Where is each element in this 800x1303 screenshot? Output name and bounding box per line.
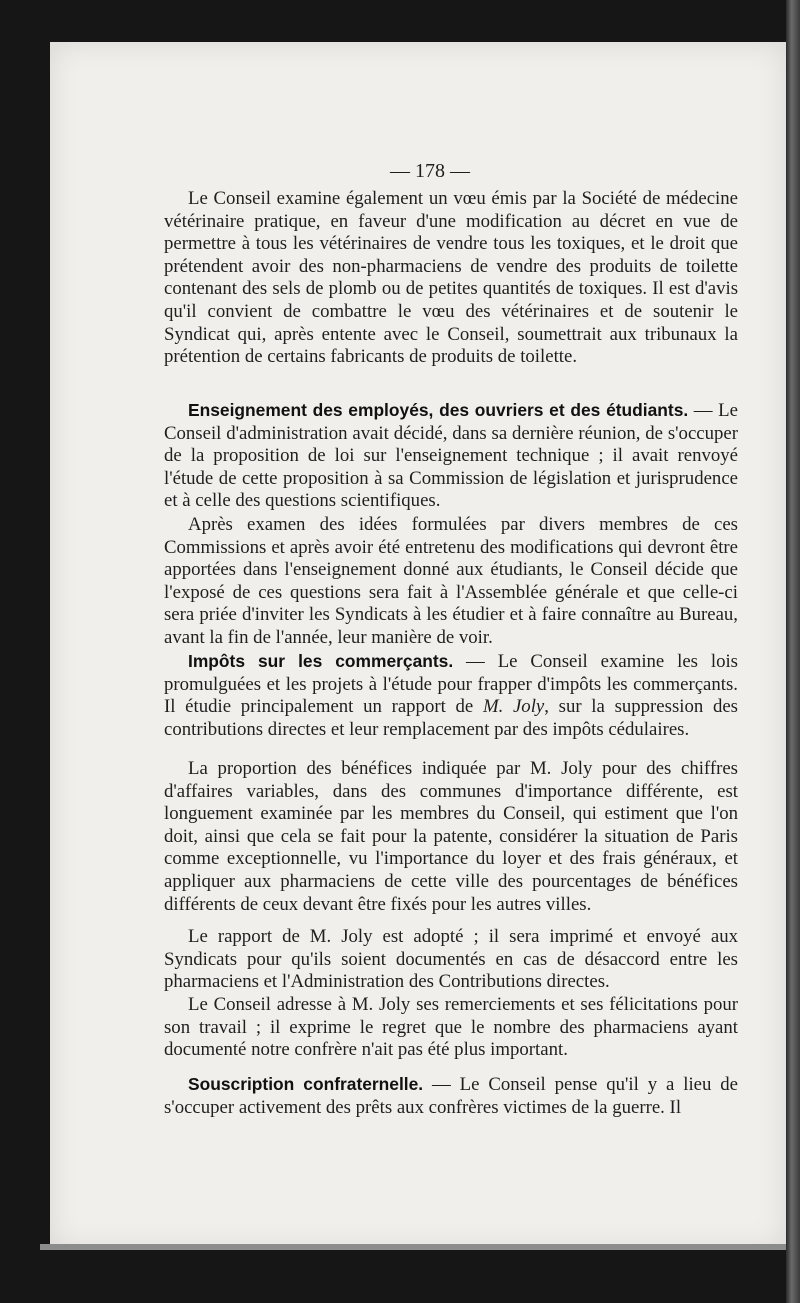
paragraph-text: — Le Conseil pense qu'il y a lieu de s'occuper activement des prêts aux confrères victimes de la guerre. Il [164,1074,739,1118]
paragraph-souscription [164,1073,738,1119]
paragraph-examen: Après examen des idées formulées par divers membres de ces Commissions et après avoir été entretenu des modifications qui devront être apportées dans l'enseignement donné aux étudiants, le Conseil décide que l'exposé de ces questions sera fait à l'Assemblée générale et que celle-ci sera priée d'inviter les Syndicats à les étudier et à faire connaître au Bureau, avant la fin de l'année, leur manière de voir. [164,514,738,648]
paragraph-text: — Le Conseil d'administration avait décidé, dans sa dernière réunion, de s'occuper de la proposition de loi sur l'enseignement technique ; il avait renvoyé l'étude de cette proposition à sa Commission de législation et jurisprudence et à celle des questions scientifiques. [164,400,738,512]
page-edge [786,0,800,1303]
paragraph-toxiques: Le Conseil examine également un vœu émis par la Société de médecine vétérinaire pratique, en faveur d'une modification au décret en vue de permettre à tous les vétérinaires de vendre tous les toxiques, et le droit que prétendent avoir des non-pharmaciens de vendre des produits de toilette contenant des sels de plomb ou de petites quantités de toxiques. Il est d'avis qu'il convient de combattre le vœu des vétérinaires et de soutenir le Syndicat qui, après entente avec le Conseil, soumettrait aux tribunaux la prétention de certains fabricants de produits de toilette. [164,188,738,368]
section-heading-enseignement: Enseignement des employés, des ouvriers et des étudiants. [188,400,689,420]
paragraph-text: — Le Conseil examine les lois promulguées et les projets à l'étude pour frapper d'impôts les commerçants. Il étudie principalement un rapport de [164,651,738,718]
page-number: — 178 — [390,160,470,182]
paragraph-enseignement [164,399,738,513]
paragraph-remerciements: Le Conseil adresse à M. Joly ses remerciements et ses félicitations pour son travail ; il exprime le regret que le nombre des pharmaciens ayant documenté notre confrère n'ait pas été plus important. [164,994,738,1061]
paragraph-impots [164,650,738,741]
page-bottom-edge [40,1244,786,1250]
paragraph-text: , sur la suppression des contributions directes et leur remplacement par des impôts cédulaires. [164,696,738,740]
paragraph-proportion: La proportion des bénéfices indiquée par M. Joly pour des chiffres d'affaires variables, dans des communes d'importance différente, est longuement examinée par les membres du Conseil, qui estiment que l'on doit, ainsi que cela se fait pour la patente, considérer la situation de Paris comme exceptionnelle, vu l'importance du loyer et des frais généraux, et appliquer aux pharmaciens de cette ville des pourcentages de bénéfices différents de ceux devant être fixés pour les autres villes. [164,758,738,915]
section-heading-impots: Impôts sur les commerçants. [188,651,454,671]
paragraph-rapport: Le rapport de M. Joly est adopté ; il sera imprimé et envoyé aux Syndicats pour qu'ils soient documentés en cas de désaccord entre les pharmaciens et l'Administration des Contributions directes. [164,926,738,993]
section-heading-souscription: Souscription confraternelle. [188,1074,424,1094]
author-name: M. Joly [482,696,545,718]
